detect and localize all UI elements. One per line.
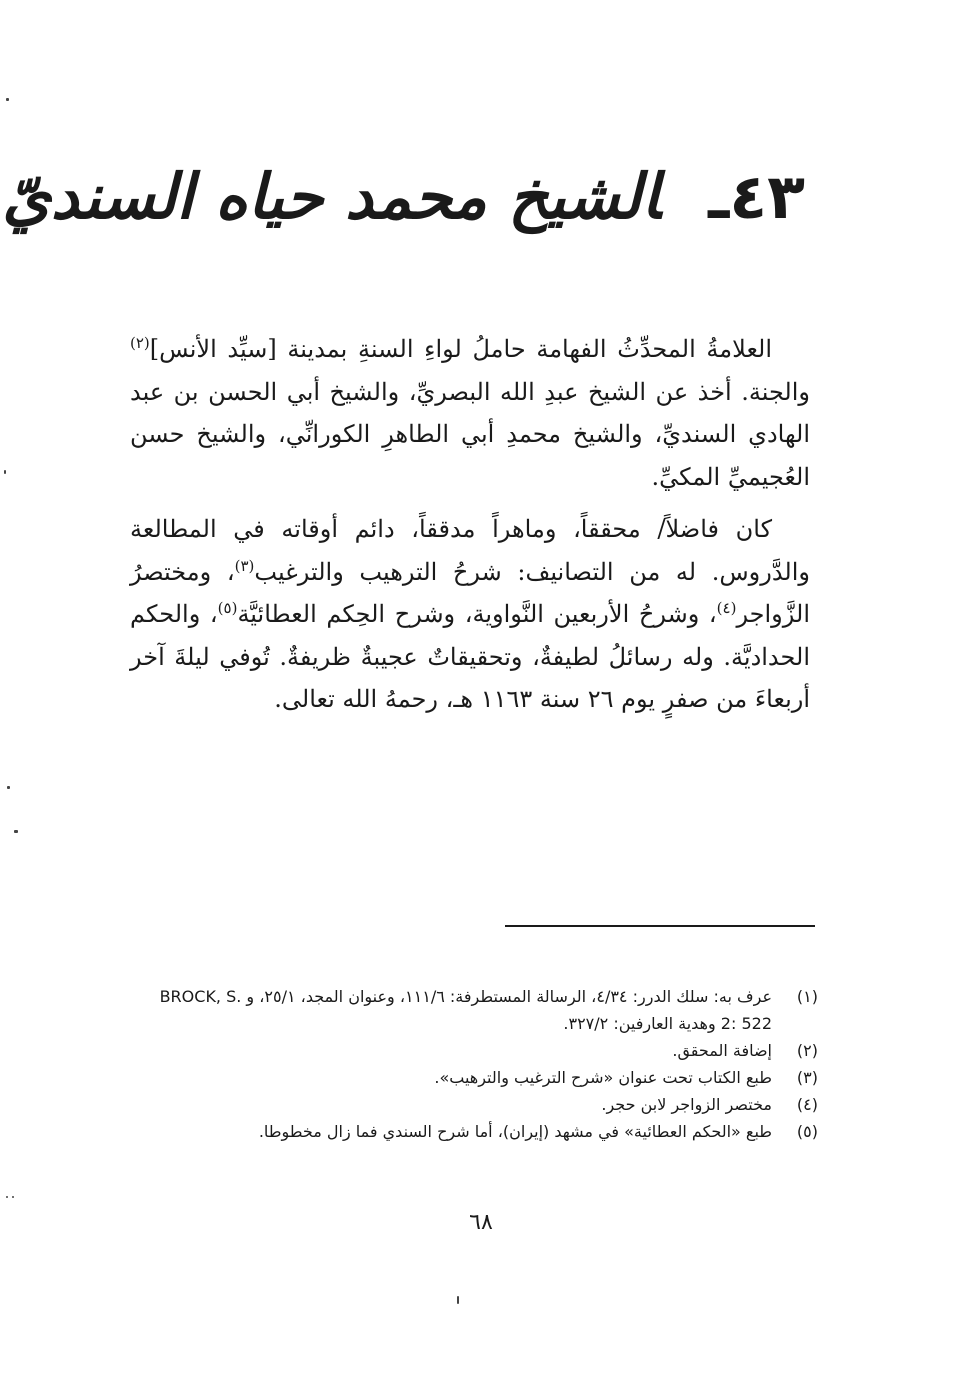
footnote-text: عرف به: سلك الدرر: ٤/٣٤، الرسالة المستطرفة: ١١١/٦، وعنوان المجد، ٢٥/١، و BROCK, S. 2: 522 وهدية العارفين: ٣٢٧/٢. [159, 987, 772, 1033]
footnote-separator [505, 925, 815, 927]
footnote-item [140, 1037, 818, 1064]
footnote-number: (١) [796, 987, 818, 1006]
footnote-text: طبع الكتاب تحت عنوان «شرح الترغيب والترهيب». [434, 1068, 772, 1087]
footnote-text: طبع «الحكم العطائية» في مشهد (إيران)، أما شرح السندي فما زال مخطوطا. [258, 1122, 772, 1141]
footnotes [140, 983, 818, 1145]
scan-speck [14, 830, 18, 833]
footnote-ref-3: (٣) [234, 556, 255, 575]
footnote-number: (٤) [796, 1095, 818, 1114]
scan-speck [6, 98, 9, 101]
scan-speck [12, 1196, 14, 1198]
paragraph-1-part-1: العلامةُ المحدِّثُ الفهامة حاملُ لواءِ السنةِ بمدينة [سيِّد الأنس] [149, 335, 772, 363]
footnote-item [140, 1064, 818, 1091]
scan-speck [4, 470, 6, 474]
paragraph-2 [130, 508, 810, 721]
footnote-number: (٢) [796, 1041, 818, 1060]
footnote-ref-2: (٢) [130, 334, 150, 352]
footnote-number: (٥) [796, 1122, 818, 1141]
footnote-number: (٣) [796, 1068, 818, 1087]
scan-speck [457, 1296, 459, 1304]
page-number: ٦٨ [469, 1210, 493, 1235]
footnote-ref-5: (٥) [217, 599, 238, 617]
footnote-text: مختصر الزواجر لابن حجر. [601, 1095, 772, 1114]
entry-dash: ـ [708, 160, 730, 233]
footnote-item [140, 1118, 818, 1145]
body-text [130, 328, 810, 721]
paragraph-2-part-3: ، وشرحُ الأربعين النَّواوية، وشرح الحِكم العطائيَّة [237, 600, 717, 628]
paragraph-2-part-1: كان فاضلاً/ محققاً، وماهراً مدققاً، دائم أوقاته في المطالعة والدَّروس. له من التصانيف: شرحُ الترهيب والترغيب [130, 515, 810, 586]
paragraph-2-part-4: ، والحكم الحداديَّة. وله رسائلُ لطيفةٌ، وتحقيقاتٌ عجيبةٌ ظريفةٌ. تُوفي ليلةَ آخر أربعاءَ من صفرٍ يوم ٢٦ سنة ١١٦٣ هـ، رحمهُ الله تعالى. [130, 600, 810, 713]
scan-speck [6, 1196, 8, 1198]
scan-speck [7, 786, 10, 789]
paragraph-2-part-2: ، ومختصرُ الزَّواجر [130, 557, 810, 628]
entry-number: ٤٣ [729, 160, 805, 233]
paragraph-1-part-2: والجنة. أخذ عن الشيخ عبدِ الله البصريِّ، والشيخ أبي الحسن بن عبد الهادي السنديِّ، والشيخ محمدِ أبي الطاهرِ الكورانِّي، والشيخ حسن العُجيميِّ المكيِّ. [130, 377, 811, 491]
paragraph-1 [130, 328, 810, 498]
footnote-item [140, 1091, 818, 1118]
footnote-ref-4: (٤) [716, 599, 737, 617]
footnote-item [140, 983, 818, 1037]
entry-heading [2, 160, 805, 233]
entry-title: الشيخ محمد حياه السنديّ [2, 160, 661, 233]
footnote-text: إضافة المحقق. [672, 1041, 772, 1060]
